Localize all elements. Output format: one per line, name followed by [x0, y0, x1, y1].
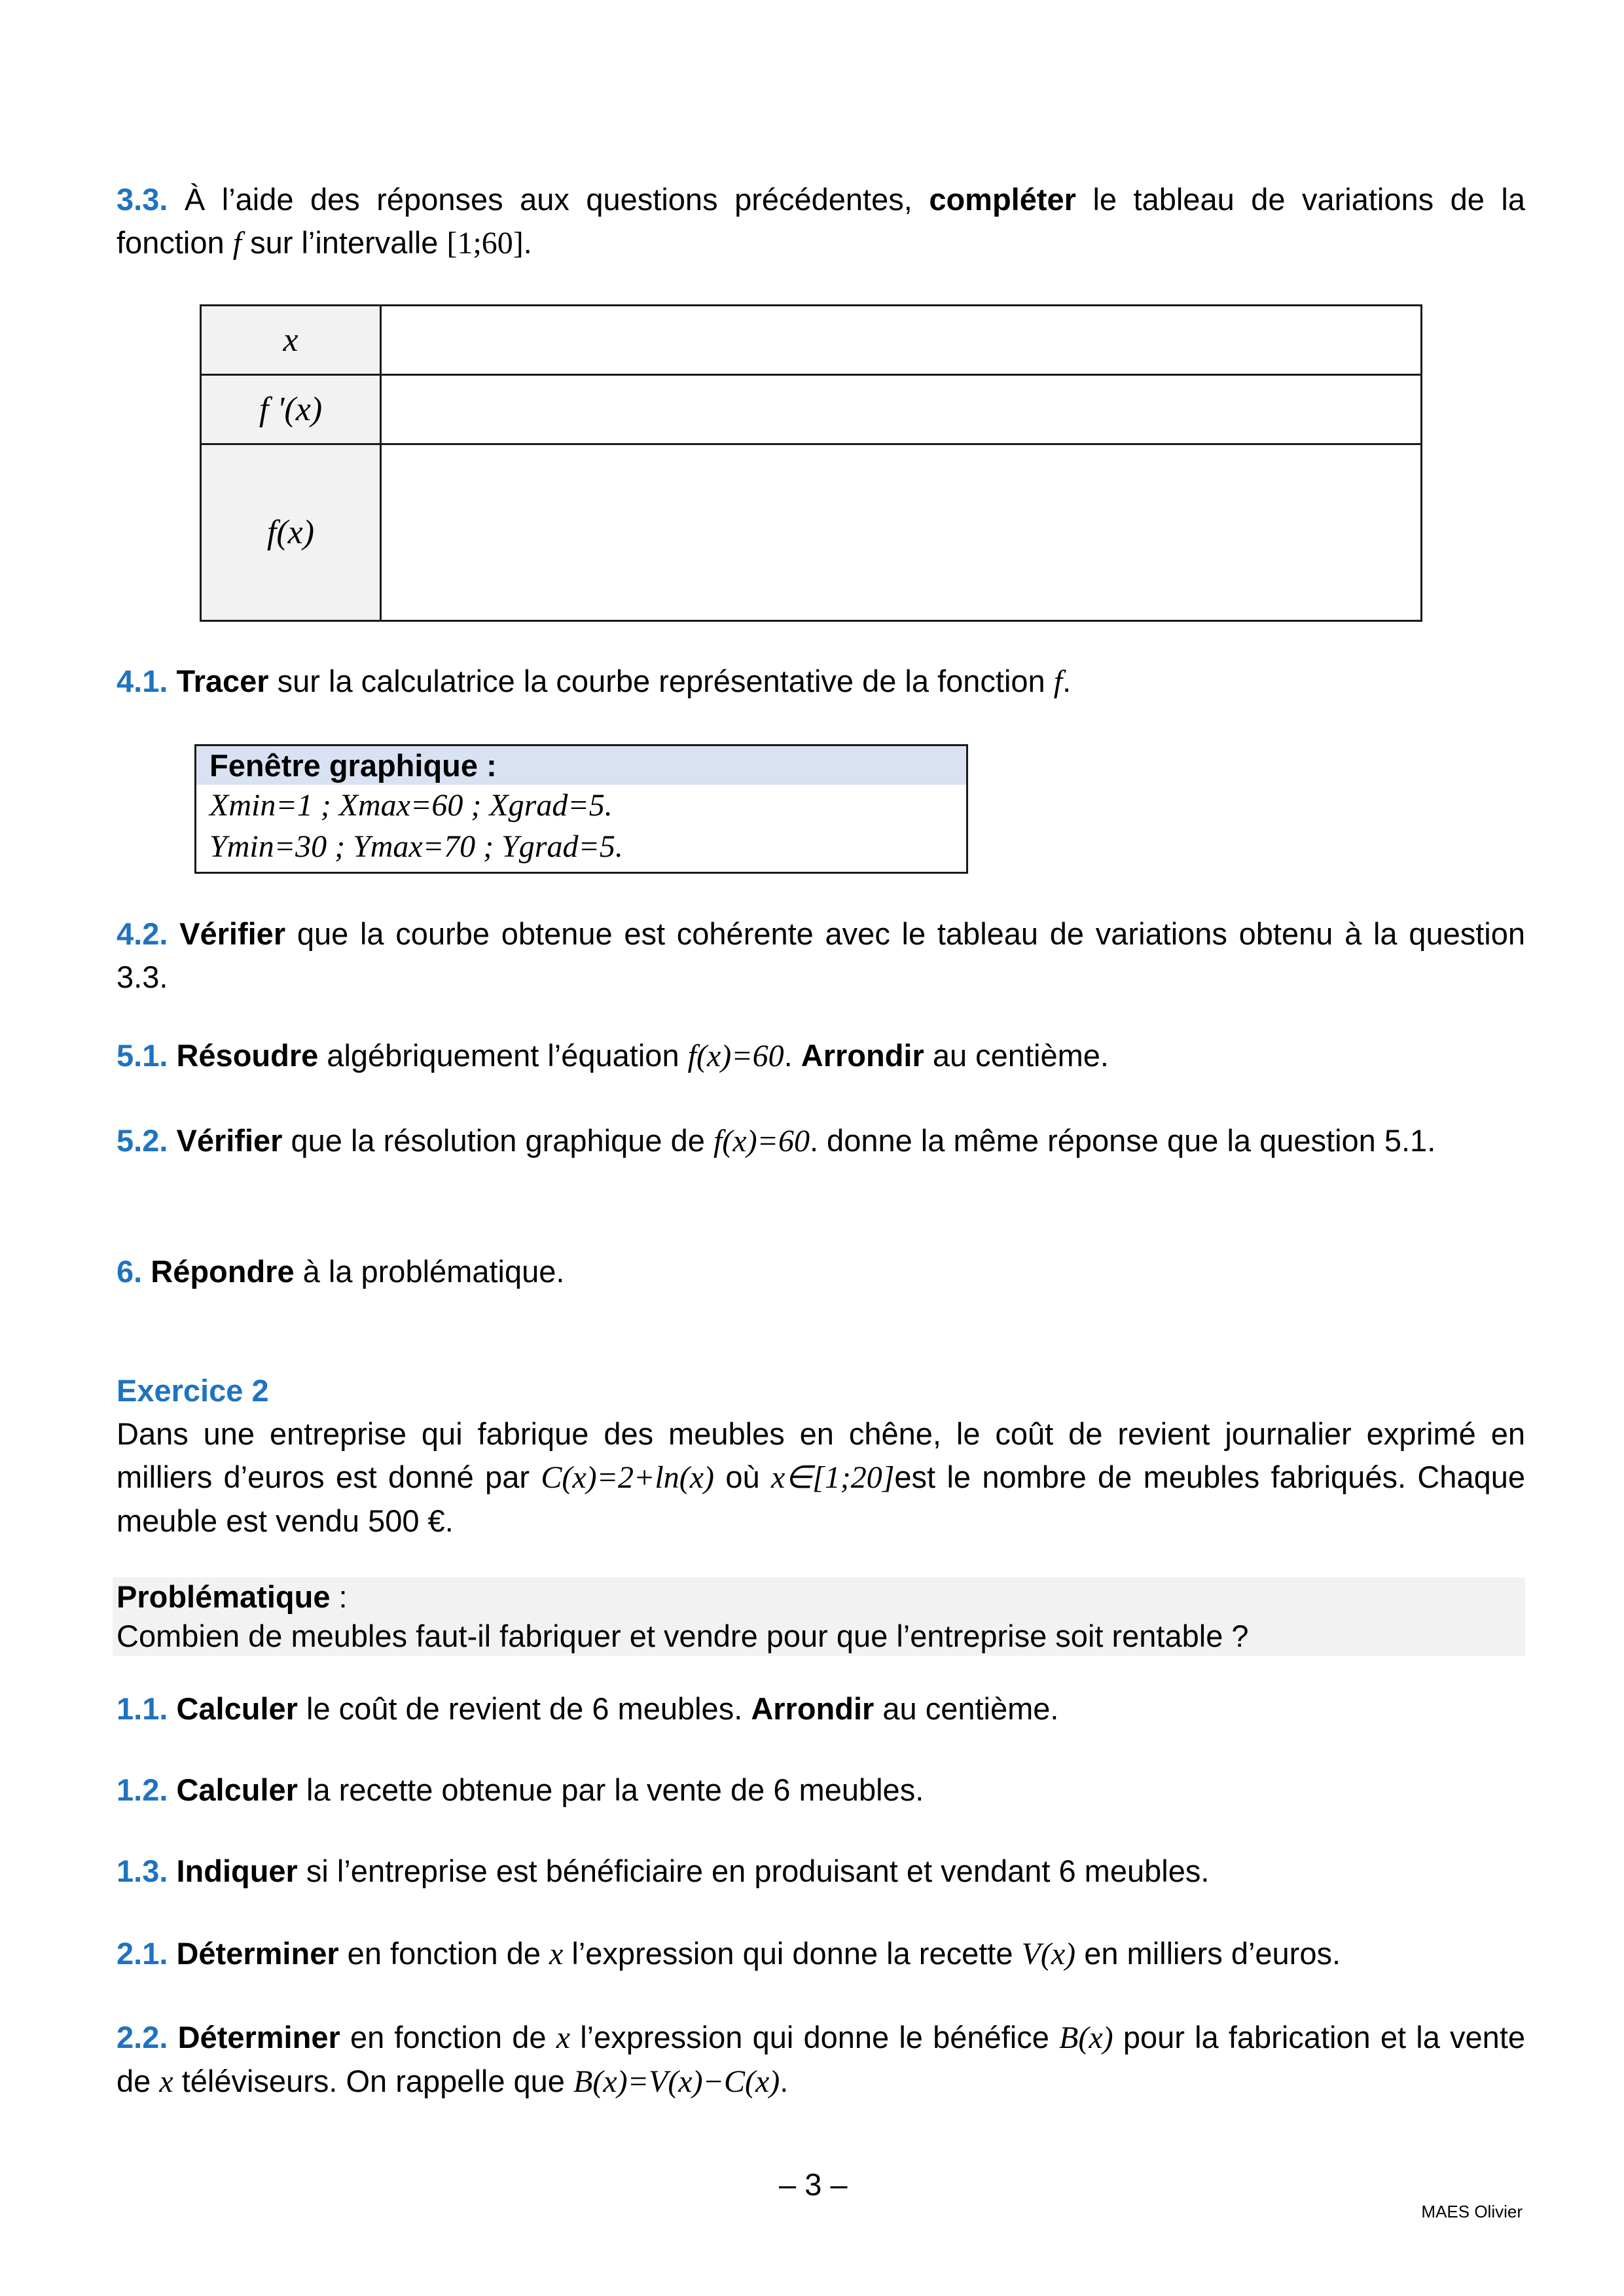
question-number: 2.1.: [117, 1936, 168, 1971]
question-4-2: 4.2. Vérifier que la courbe obtenue est cohérente avec le tableau de variations obtenu à la question 3.3.: [117, 916, 1525, 994]
question-number: 4.1.: [117, 664, 168, 698]
row-label-function: f(x): [201, 444, 381, 621]
math-revenue: V(x): [1021, 1937, 1076, 1971]
question-number: 4.2.: [117, 916, 168, 951]
math-interval: [1;60]: [446, 226, 524, 260]
question-5-2: 5.2. Vérifier que la résolution graphique de f(x)=60. donne la même réponse que la question 5.1.: [117, 1123, 1436, 1158]
table-row-x: [201, 306, 1422, 375]
math-domain: x∈[1;20]: [770, 1460, 895, 1495]
math-equation: f(x)=60: [713, 1124, 810, 1158]
page-number: – 3 –: [779, 2167, 848, 2202]
question-1-3: 1.3. Indiquer si l’entreprise est bénéficiaire en produisant et vendant 6 meubles.: [117, 1854, 1210, 1888]
row-value-function[interactable]: [381, 444, 1422, 621]
question-2-2: 2.2. Déterminer en fonction de x l’expression qui donne le bénéfice B(x) pour la fabrication et la vente de x téléviseurs. On rappelle que B(x)=V(x)−C(x).: [117, 2020, 1526, 2099]
question-1-2: 1.2. Calculer la recette obtenue par la vente de 6 meubles.: [117, 1772, 924, 1807]
question-4-1: 4.1. Tracer sur la calculatrice la courbe représentative de la fonction f.: [117, 664, 1072, 699]
row-value-x[interactable]: [381, 306, 1422, 375]
math-equation: f(x)=60: [687, 1039, 784, 1073]
problem-statement-box: Problématique : Combien de meubles faut-il fabriquer et vendre pour que l’entreprise soit rentable ?: [113, 1577, 1525, 1656]
table-row-function: [201, 444, 1422, 621]
question-number: 2.2.: [117, 2020, 168, 2054]
author-name: MAES Olivier: [1421, 2202, 1523, 2221]
exercise-2-intro: Dans une entreprise qui fabrique des meubles en chêne, le coût de revient journalier exprimé en milliers d’euros est donné par C(x)=2+ln(x) où x∈[1;20]est le nombre de meubles fabriqués. Chaque meuble est vendu 500 €.: [117, 1416, 1525, 1538]
problem-label: Problématique: [117, 1579, 331, 1614]
question-number: 6.: [117, 1254, 143, 1289]
question-1-1: 1.1. Calculer le coût de revient de 6 meubles. Arrondir au centième.: [117, 1691, 1059, 1726]
row-label-derivative: f '(x): [201, 375, 381, 444]
question-number: 1.2.: [117, 1772, 168, 1807]
row-value-derivative[interactable]: [381, 375, 1422, 444]
graph-window-title: Fenêtre graphique :: [196, 746, 966, 785]
question-6: 6. Répondre à la problématique.: [117, 1254, 565, 1289]
question-5-1: 5.1. Résoudre algébriquement l’équation f(x)=60. Arrondir au centième.: [117, 1038, 1109, 1073]
problem-text: Combien de meubles faut-il fabriquer et vendre pour que l’entreprise soit rentable ?: [117, 1619, 1249, 1653]
graph-window-box: [194, 744, 968, 874]
exercise-2-title: Exercice 2: [117, 1373, 269, 1408]
math-profit: B(x): [1059, 2020, 1113, 2055]
question-number: 3.3.: [117, 182, 168, 217]
question-2-1: 2.1. Déterminer en fonction de x l’expression qui donne la recette V(x) en milliers d’euros.: [117, 1936, 1341, 1971]
question-number: 1.1.: [117, 1691, 168, 1726]
math-profit-definition: B(x)=V(x)−C(x): [573, 2064, 780, 2099]
variation-table: [200, 304, 1422, 622]
question-3-3: 3.3. À l’aide des réponses aux questions précédentes, compléter le tableau de variations de la fonction f sur l’intervalle [1;60].: [117, 182, 1525, 260]
question-number: 1.3.: [117, 1854, 168, 1888]
graph-window-x-settings: Xmin=1 ; Xmax=60 ; Xgrad=5.: [209, 788, 613, 823]
math-f: f: [232, 226, 242, 260]
question-number: 5.2.: [117, 1123, 168, 1158]
table-row-derivative: [201, 375, 1422, 444]
graph-window-y-settings: Ymin=30 ; Ymax=70 ; Ygrad=5.: [209, 829, 623, 864]
question-number: 5.1.: [117, 1038, 168, 1073]
math-cost-function: C(x)=2+ln(x): [541, 1460, 715, 1495]
row-label-x: x: [201, 306, 381, 375]
